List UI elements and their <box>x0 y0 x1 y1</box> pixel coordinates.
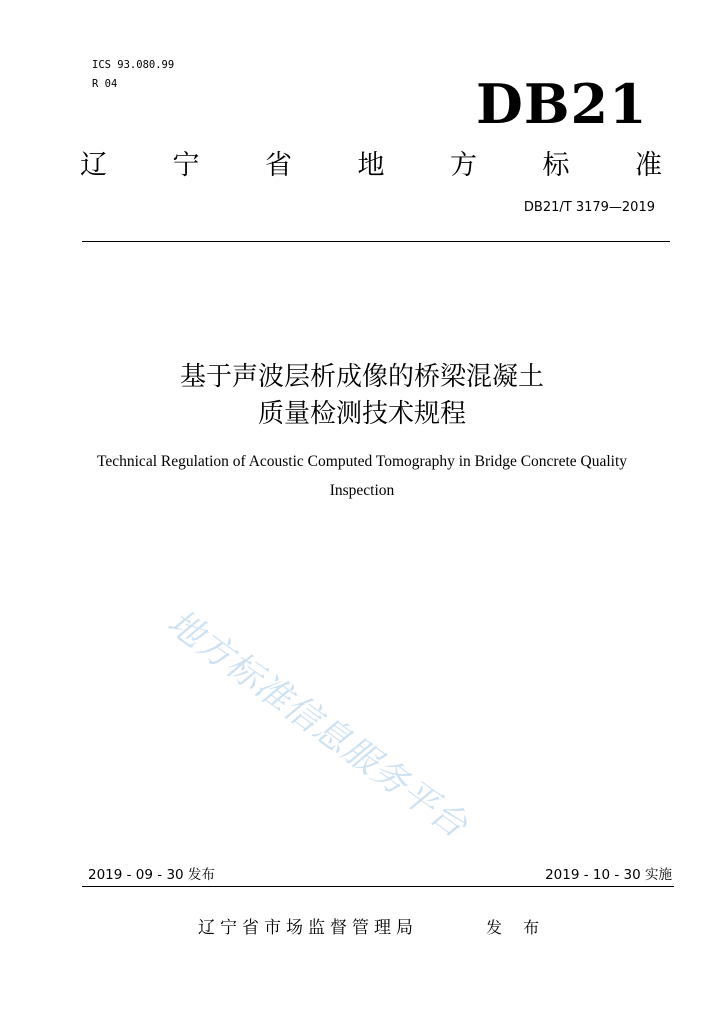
document-title-zh-line1: 基于声波层析成像的桥梁混凝土 <box>179 362 544 392</box>
title-char: 宁 <box>172 150 200 181</box>
document-title-zh-line2: 质量检测技术规程 <box>257 399 466 429</box>
document-title-en-line2: Inspection <box>329 482 395 499</box>
footer-divider <box>82 886 674 887</box>
issue-label: 发 布 <box>486 918 548 937</box>
classification-codes <box>92 56 174 94</box>
class-code: R 04 <box>92 78 118 90</box>
standard-type-title <box>80 148 662 184</box>
document-title-en-line1: Technical Regulation of Acoustic Computed Tomography in Bridge Concrete Quality <box>96 453 628 470</box>
release-date: 2019 - 09 - 30 发布 <box>88 867 215 883</box>
title-char: 准 <box>635 150 662 181</box>
title-char: 地 <box>357 150 385 181</box>
title-char: 辽 <box>80 150 107 181</box>
ics-code: ICS 93.080.99 <box>92 59 175 71</box>
header-divider <box>82 241 670 242</box>
title-char: 省 <box>265 150 292 181</box>
implementation-date: 2019 - 10 - 30 实施 <box>545 867 672 883</box>
title-char: 方 <box>450 150 477 181</box>
title-char: 标 <box>542 150 570 181</box>
standard-logo: DB21 <box>476 72 648 136</box>
document-title-en <box>0 447 724 505</box>
standard-number: DB21/T 3179—2019 <box>523 200 655 215</box>
watermark: 地方标准信息服务平台 <box>159 602 475 847</box>
issuing-authority: 辽宁省市场监督管理局 <box>198 918 418 938</box>
